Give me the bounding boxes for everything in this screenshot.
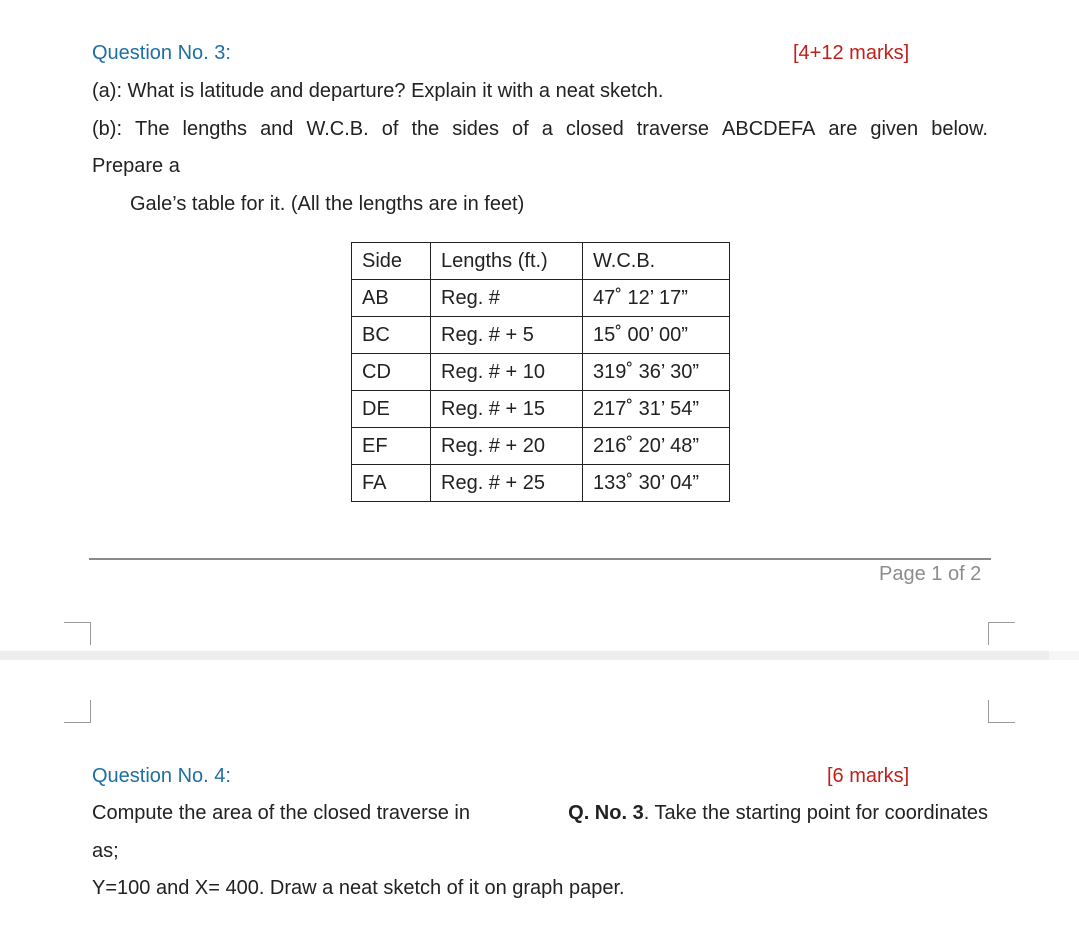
part-b-word: of (512, 118, 529, 140)
question-4-line-3: Y=100 and X= 400. Draw a neat sketch of it on graph paper. (92, 877, 625, 899)
page-break-gap (0, 651, 1049, 660)
margin-corner-top-left (64, 622, 91, 645)
table-row (352, 465, 730, 502)
margin-corner-bottom-right (988, 700, 1015, 723)
part-b-word: are (828, 118, 858, 140)
part-b-word: the (411, 118, 440, 140)
cell-length: Reg. # + 25 (431, 465, 583, 502)
cell-length: Reg. # + 10 (431, 354, 583, 391)
part-b-word: of (381, 118, 399, 140)
table-row (352, 391, 730, 428)
page-number: Page 1 of 2 (879, 563, 982, 585)
table-row (352, 317, 730, 354)
question-4-marks: [6 marks] (827, 765, 910, 787)
page-break-gap-edge (1049, 651, 1079, 660)
question-4-line-1-rest (568, 802, 988, 825)
cell-side: AB (352, 280, 431, 317)
traverse-table (351, 242, 730, 502)
table-header-row (352, 243, 730, 280)
footer-divider (89, 558, 991, 560)
question-4-line-1 (92, 802, 988, 825)
cell-wcb: 133˚ 30’ 04” (583, 465, 730, 502)
part-b-word: a (541, 118, 553, 140)
cell-side: CD (352, 354, 431, 391)
part-b-word: (b): (92, 118, 122, 140)
question-4-title: Question No. 4: (92, 765, 231, 787)
part-b-word: traverse (636, 118, 709, 140)
question-3-marks: [4+12 marks] (793, 42, 910, 64)
cell-side: EF (352, 428, 431, 465)
question-3-title: Question No. 3: (92, 42, 231, 64)
table-row (352, 354, 730, 391)
question-4-line-1-tail: . Take the starting point for coordinates (643, 802, 988, 824)
question-4-line-1-text: Compute the area of the closed traverse in (92, 802, 470, 824)
cell-length: Reg. # + 15 (431, 391, 583, 428)
question-3-part-a: (a): What is latitude and departure? Explain it with a neat sketch. (92, 80, 664, 102)
part-b-word: closed (565, 118, 624, 140)
cell-length: Reg. # (431, 280, 583, 317)
question-3-part-b-line-3: Gale’s table for it. (All the lengths are in feet) (130, 193, 525, 215)
part-b-word: given (870, 118, 919, 140)
table-row (352, 428, 730, 465)
part-b-word: below. (931, 118, 988, 140)
question-4-line-2: as; (92, 840, 119, 862)
part-b-word: sides (452, 118, 499, 140)
cell-wcb: 319˚ 36’ 30” (583, 354, 730, 391)
cell-side: BC (352, 317, 431, 354)
margin-corner-bottom-left (64, 700, 91, 723)
cell-side: DE (352, 391, 431, 428)
cell-wcb: 47˚ 12’ 17” (583, 280, 730, 317)
header-side: Side (352, 243, 431, 280)
cell-length: Reg. # + 5 (431, 317, 583, 354)
part-b-word: ABCDEFA (722, 118, 816, 140)
cell-wcb: 216˚ 20’ 48” (583, 428, 730, 465)
margin-corner-top-right (988, 622, 1015, 645)
part-b-word: and (260, 118, 294, 140)
header-lengths: Lengths (ft.) (431, 243, 583, 280)
part-b-word: The (135, 118, 170, 140)
part-b-word: W.C.B. (306, 118, 369, 140)
cell-wcb: 217˚ 31’ 54” (583, 391, 730, 428)
question-3-part-b-line-2: Prepare a (92, 155, 180, 177)
table-row (352, 280, 730, 317)
question-3-part-b-line-1 (92, 118, 988, 141)
header-wcb: W.C.B. (583, 243, 730, 280)
question-reference: Q. No. 3 (568, 802, 644, 824)
cell-side: FA (352, 465, 431, 502)
part-b-word: lengths (182, 118, 248, 140)
cell-length: Reg. # + 20 (431, 428, 583, 465)
cell-wcb: 15˚ 00’ 00” (583, 317, 730, 354)
